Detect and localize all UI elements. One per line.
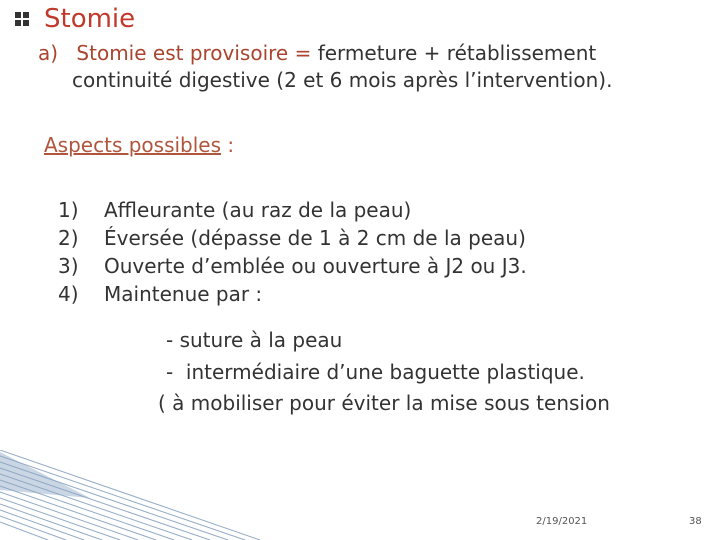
subsection-a — [38, 40, 612, 94]
aspects-colon: : — [221, 133, 235, 157]
list-item-text: Éversée (dépasse de 1 à 2 cm de la peau) — [104, 226, 526, 250]
list-item — [58, 252, 527, 280]
list-item — [58, 280, 527, 308]
subsection-text: fermeture + rétablissement — [311, 41, 597, 65]
list-item-text: Affleurante (au raz de la peau) — [104, 198, 412, 222]
title-row — [14, 2, 135, 36]
list-item-number: 1) — [58, 198, 79, 222]
footer-date: 2/19/2021 — [536, 516, 588, 527]
aspects-heading — [36, 133, 234, 157]
list-item — [58, 196, 527, 224]
corner-stripes-decoration — [0, 450, 260, 540]
list-item-text: Ouverte d’emblée ou ouverture à J2 ou J3. — [104, 254, 527, 278]
aspects-label: Aspects possibles — [44, 133, 222, 157]
footer-page-number: 38 — [689, 516, 702, 527]
aspects-list — [58, 196, 527, 308]
title-bullet-icon — [14, 9, 36, 29]
detail-line-suture: - suture à la peau — [166, 328, 343, 352]
slide-title: Stomie — [44, 4, 136, 34]
detail-line-baguette: - intermédiaire d’une baguette plastique. — [166, 360, 585, 384]
detail-line-mobiliser: ( à mobiliser pour éviter la mise sous tension — [158, 391, 610, 415]
list-item — [58, 224, 527, 252]
list-item-number: 3) — [58, 254, 79, 278]
list-item-number: 4) — [58, 282, 79, 306]
subsection-marker: a) — [38, 41, 59, 65]
list-item-number: 2) — [58, 226, 79, 250]
subsection-line2: continuité digestive (2 et 6 mois après l’intervention). — [72, 68, 613, 92]
list-item-text: Maintenue par : — [104, 282, 263, 306]
subsection-emphasis: Stomie est provisoire = — [76, 41, 312, 65]
